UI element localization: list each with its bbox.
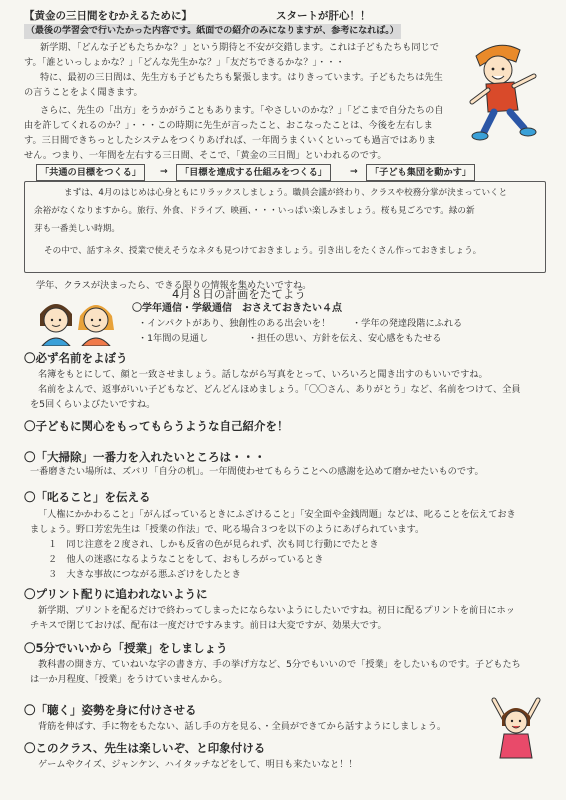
section-heading-listening: 〇「聴く」姿勢を身に付けさせる xyxy=(24,703,197,717)
running-child-illustration xyxy=(458,36,542,144)
section-heading-self-intro: 〇子どもに関心をもってもらうような自己紹介を！ xyxy=(24,419,289,433)
section-lesson-line-2: は一か月程度、「授業」をうけていませんから。 xyxy=(30,674,228,685)
relax-tips-line-1: まずは、4月のはじめは心身ともにリラックスしましょう。職員会議が終わり、クラスや校務分掌が決まっていくと xyxy=(64,188,508,198)
intro-line-3: 特に、最初の三日間は、先生方も子どもたちも緊張します。はりきっています。子どもたちは先生 xyxy=(40,72,443,83)
section-heading-handouts: 〇プリント配りに追われないように xyxy=(24,587,208,601)
section-scolding-item-2: ２ 他人の迷惑になるようなことをして、おもしろがっているとき xyxy=(48,554,324,565)
section-handouts-line-2: チキスで閉じておけば、配布は一度だけですみます。前日は大変ですが、効果大です。 xyxy=(30,620,387,631)
flow-arrow-1: → xyxy=(160,166,168,177)
intro-line-7: す。三日間できちっとしたシステムをつくりあげれば、一年間うまくいくといっても過言ではありま xyxy=(24,135,436,146)
intro-line-6: 由を許してくれるのか？」・・・この時期に先生が言ったこと、おこなったことは、今後を左右しま xyxy=(24,120,433,131)
flow-step-1: 「共通の目標をつくる」 xyxy=(36,164,145,181)
plan-point-outlook: ・1年間の見通し xyxy=(138,333,209,344)
section-heading-lesson: 〇5分でいいから「授業」をしましょう xyxy=(24,641,228,655)
plan-point-development: ・学年の発達段階にふれる xyxy=(352,318,463,329)
relax-tips-line-2: 余裕がなくなりますから。旅行、外食、ドライブ、映画、・・・いっぱい楽しみましょう。桜も見ごろです。緑の新 xyxy=(34,206,475,216)
flow-step-3: 「子ども集団を動かす」 xyxy=(366,164,475,181)
plan-point-policy: ・担任の思い、方針を伝え、安心感をもたせる xyxy=(248,333,442,344)
section-names-line-3: を5回くらいよびたいですね。 xyxy=(30,399,156,410)
section-scolding-item-1: １ 同じ注意を２度され、しかも反省の色が見られず、次も同じ行動にでたとき xyxy=(48,539,379,550)
intro-line-1: 新学期、「どんな子どもたちかな？」という期待と不安が交錯します。これは子どもたちも同じで xyxy=(40,42,439,53)
teachers-illustration xyxy=(36,296,118,346)
relax-tips-line-4: その中で、話すネタ、授業で使えそうなネタも見つけておきましょう。引き出しをたくさん作っておきましょう。 xyxy=(44,246,482,256)
plan-point-impact: ・インパクトがあり、独創性のある出会いを！ xyxy=(138,318,331,329)
section-heading-scolding: 〇「叱ること」を伝える xyxy=(24,490,151,504)
document-subtitle: （最後の学習会で行いたかった内容です。紙面での紹介のみになりますが、参考になれば。） xyxy=(24,24,401,39)
plan-title: 4月８日の計画をたてよう xyxy=(172,287,306,301)
section-scolding-line-1: 「人権にかかわること」「がんばっているときにふざけること」「安全面や金銭問題」などは、叱ることを伝えておき xyxy=(38,509,516,520)
section-scolding-line-2: ましょう。野口芳宏先生は「授業の作法」で、叱る場合３つを以下のようにあげられています。 xyxy=(30,524,425,535)
section-handouts-line-1: 新学期、プリントを配るだけで終わってしまったにならないようにしたいですね。初日に配るプリントを前日にホッ xyxy=(38,605,515,616)
cheering-child-illustration xyxy=(486,696,546,760)
relax-tips-line-3: 芽も一番美しい時期。 xyxy=(34,224,120,234)
plan-subtitle: 〇学年通信・学級通信 おさえておきたい４点 xyxy=(132,303,342,314)
intro-line-5: さらに、先生の「出方」をうかがうこともあります。「やさしいのかな？」「どこまで自分たちの自 xyxy=(40,105,444,116)
flow-step-2: 「目標を達成する仕組みをつくる」 xyxy=(176,164,331,181)
section-heading-fun: 〇このクラス、先生は楽しいぞ、と印象付ける xyxy=(24,741,266,755)
section-scolding-item-3: ３ 大きな事故につながる悪ふざけをしたとき xyxy=(48,569,241,580)
section-listening-line-1: 背筋を伸ばす、手に物をもたない、話し手の方を見る、・全員ができてから話すようにしましょう。 xyxy=(38,721,447,732)
intro-line-4: の言うことをよく聞きます。 xyxy=(24,87,143,98)
section-names-line-1: 名簿をもとにして、顔と一致させましょう。話しながら写真をとって、いろいろと聞き出すのもいいですね。 xyxy=(38,369,488,380)
document-title: 【黄金の三日間をむかえるために】 xyxy=(24,10,192,22)
gather-info-line: 学年、クラスが決まったら、できる限りの情報を集めたいですね。 xyxy=(36,280,312,291)
section-fun-line-1: ゲームやクイズ、ジャンケン、ハイタッチなどをして、明日も来たいなと！！ xyxy=(38,759,358,770)
intro-line-8: せん。つまり、一年間を左右する三日間、そこで、「黄金の三日間」といわれるのです。 xyxy=(24,150,387,161)
section-heading-names: 〇必ず名前をよぼう xyxy=(24,351,128,365)
flow-arrow-2: → xyxy=(350,166,358,177)
document-slogan: スタートが肝心！！ xyxy=(276,10,371,22)
section-lesson-line-1: 教科書の開き方、ていねいな字の書き方、手の挙げ方など、5分でもいいので「授業」をしたいものです。子どもたち xyxy=(38,659,521,670)
section-names-line-2: 名前をよんで、返事がいい子どもなど、どんどんほめましょう。「〇〇さん、ありがとう」など、名前をつけて、全員 xyxy=(38,384,521,395)
section-heading-cleaning: 〇「大掃除」一番力を入れたいところは・・・ xyxy=(24,450,266,464)
section-cleaning-line-1: 一番磨きたい場所は、ズバリ「自分の机」。一年間使わせてもらうことへの感謝を込めて磨かせたいものです。 xyxy=(30,466,484,477)
intro-line-2: す。「誰といっしょかな？」「どんな先生かな？」「友だちできるかな？」・・・ xyxy=(24,57,345,68)
